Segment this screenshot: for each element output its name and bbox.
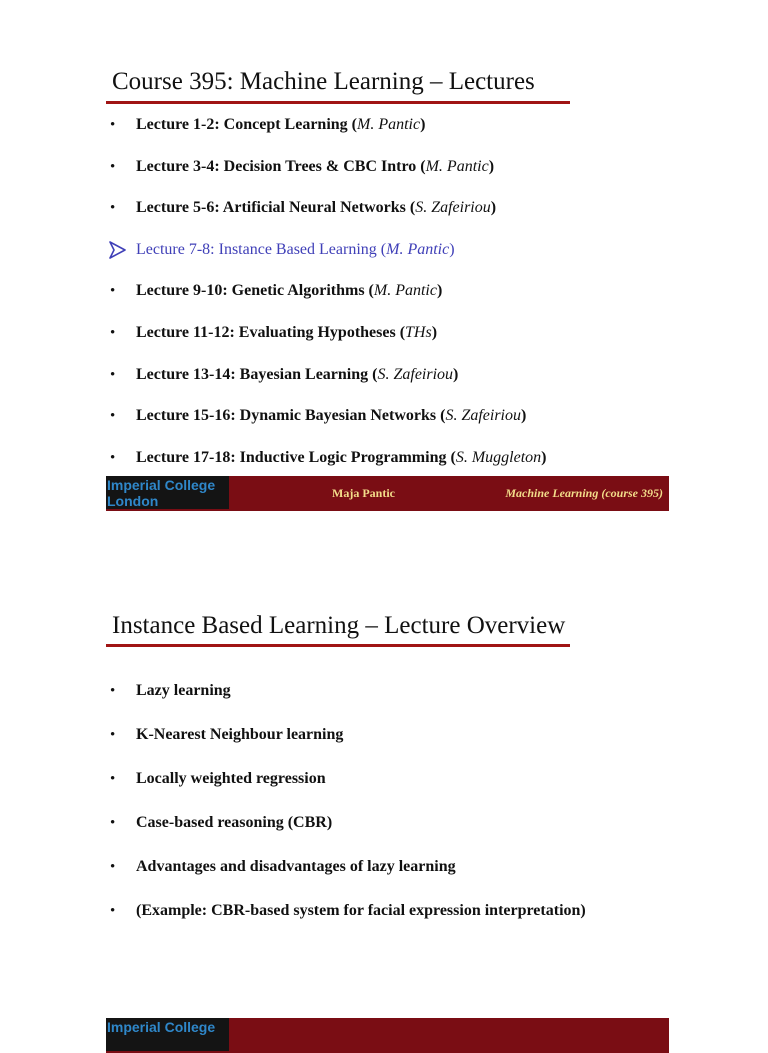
lecture-label: Lecture 3-4: Decision Trees & CBC Intro (M. Pantic) xyxy=(136,157,495,175)
bullet-dot: • xyxy=(110,283,116,300)
overview-label: Advantages and disadvantages of lazy learning xyxy=(136,857,456,875)
overview-label: Lazy learning xyxy=(136,682,231,699)
slide-footer xyxy=(106,1018,669,1053)
slide-overview xyxy=(0,580,768,1035)
bullet-dot: • xyxy=(110,325,116,341)
lecturer-name: THs xyxy=(405,324,432,341)
lecturer-name: M. Pantic xyxy=(386,240,450,258)
bullet-dot: • xyxy=(110,770,116,787)
lecture-label: Lecture 1-2: Concept Learning (M. Pantic) xyxy=(136,116,426,133)
lecture-label: Lecture 17-18: Inductive Logic Programming (S. Muggleton) xyxy=(136,448,547,466)
lecturer-name: M. Pantic xyxy=(373,282,437,300)
bullet-dot: • xyxy=(110,200,116,217)
bullet-dot: • xyxy=(110,683,116,699)
title-underline xyxy=(106,101,570,104)
lecturer-name: S. Zafeiriou xyxy=(445,407,521,425)
slide-lectures xyxy=(0,0,768,520)
bullet-dot: • xyxy=(110,814,116,831)
lecturer-name: S. Zafeiriou xyxy=(415,199,491,217)
lecture-label: Lecture 13-14: Bayesian Learning (S. Zafeiriou) xyxy=(136,365,459,383)
overview-label: (Example: CBR-based system for facial expression interpretation) xyxy=(136,901,586,919)
overview-label: K-Nearest Neighbour learning xyxy=(136,725,344,743)
lecturer-name: S. Muggleton xyxy=(455,448,542,466)
slide-footer xyxy=(106,476,669,511)
bullet-dot: • xyxy=(110,726,116,743)
bullet-dot: • xyxy=(110,902,116,919)
overview-label: Locally weighted regression xyxy=(136,769,326,787)
bullet-dot: • xyxy=(110,408,116,425)
slide-title: Instance Based Learning – Lecture Overview xyxy=(112,612,566,639)
lecturer-name: M. Pantic xyxy=(425,157,489,175)
bullet-dot: • xyxy=(110,449,116,466)
bullet-dot: • xyxy=(110,158,116,175)
bullet-dot: • xyxy=(110,117,116,133)
lecture-label: Lecture 9-10: Genetic Algorithms (M. Pantic) xyxy=(136,282,443,300)
footer-presenter: Maja Pantic xyxy=(332,486,395,500)
imperial-college-logo: Imperial College London xyxy=(106,476,229,509)
lecturer-name: S. Zafeiriou xyxy=(377,365,454,383)
lecturer-name: M. Pantic xyxy=(357,116,421,133)
overview-label: Case-based reasoning (CBR) xyxy=(136,813,333,831)
bullet-dot: • xyxy=(110,366,116,383)
lecture-label: Lecture 5-6: Artificial Neural Networks (S. Zafeiriou) xyxy=(136,199,497,217)
lecture-label: Lecture 7-8: Instance Based Learning (M. Pantic) xyxy=(136,240,455,258)
footer-course: Machine Learning (course 395) xyxy=(505,486,663,500)
title-underline xyxy=(106,644,570,647)
slide-title: Course 395: Machine Learning – Lectures xyxy=(112,68,535,95)
lecture-label: Lecture 15-16: Dynamic Bayesian Networks (S. Zafeiriou) xyxy=(136,407,527,425)
bullet-dot: • xyxy=(110,858,116,875)
arrow-right-icon xyxy=(108,241,126,259)
imperial-college-logo: Imperial College xyxy=(106,1018,229,1051)
lecture-label: Lecture 11-12: Evaluating Hypotheses (THs) xyxy=(136,324,438,341)
